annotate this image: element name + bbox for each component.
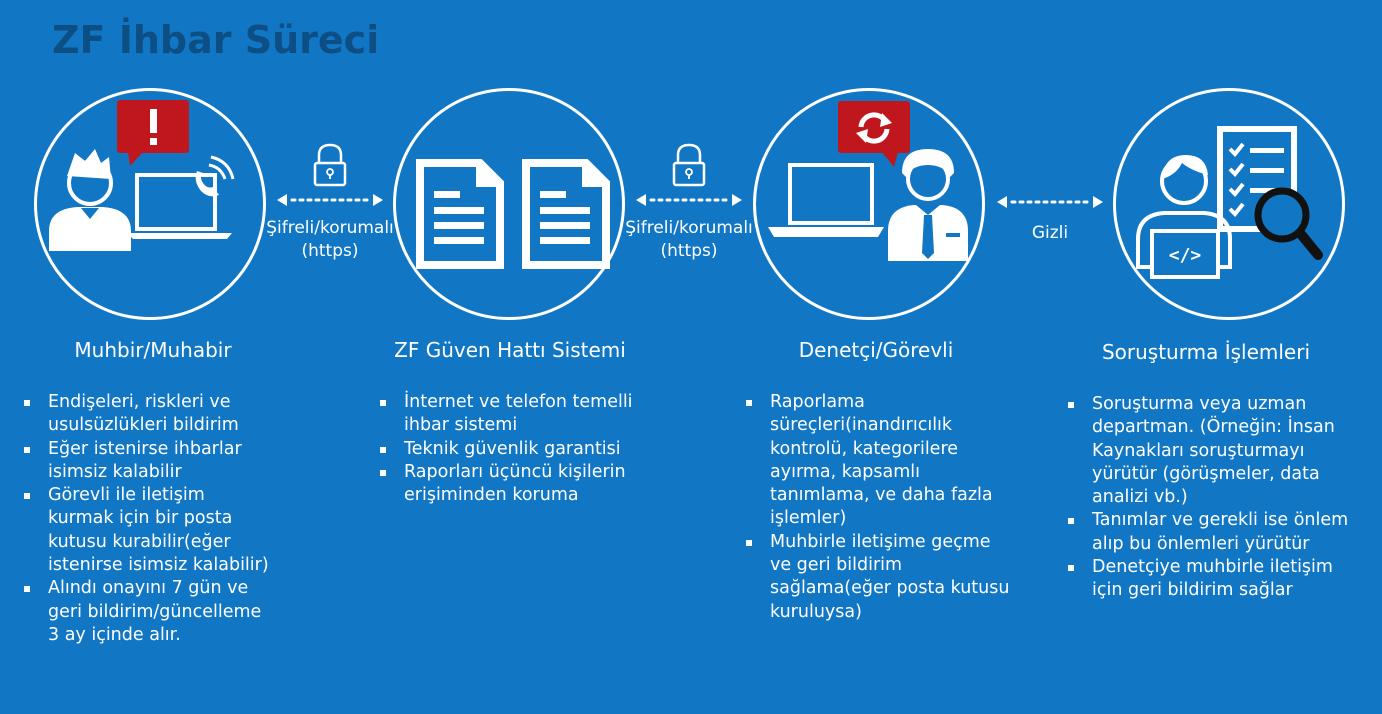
- list-item: Alındı onayını 7 gün ve geri bildirim/güncelleme 3 ay içinde alır.: [23, 577, 273, 647]
- list-item: Muhbirle iletişime geçme ve geri bildirim sağlama(eğer posta kutusu kuruluysa): [745, 531, 1015, 624]
- whistleblower-icon: [37, 91, 269, 323]
- stage-title-whistleblower: Muhbir/Muhabir: [74, 338, 232, 362]
- investigation-icon: [1116, 91, 1348, 323]
- list-item: Eğer istenirse ihbarlar isimsiz kalabilir: [23, 438, 273, 485]
- list-item: Raporlama süreçleri(inandırıcılık kontrolü, kategorilere ayırma, kapsamlı tanımlama, ve daha fazla işlemler): [745, 391, 1015, 531]
- connector-label: Şifreli/korumalı: [625, 218, 753, 238]
- lock-icon: [624, 143, 754, 211]
- connector-label-protocol: (https): [660, 241, 718, 261]
- bullets-whistleblower: [23, 391, 273, 647]
- auditor-icon: [756, 91, 988, 323]
- bullets-investigation: [1067, 393, 1352, 603]
- whistleblower-circle: [34, 88, 266, 320]
- stage-title-auditor: Denetçi/Görevli: [798, 338, 954, 362]
- list-item: Endişeleri, riskleri ve usulsüzlükleri bildirim: [23, 391, 273, 438]
- list-item: İnternet ve telefon temelli ihbar sistemi: [379, 391, 644, 438]
- list-item: Tanımlar ve gerekli ise önlem alıp bu önlemleri yürütür: [1067, 509, 1352, 556]
- connector-2: [624, 143, 754, 263]
- list-item: Teknik güvenlik garantisi: [379, 438, 644, 461]
- connector-1: [265, 143, 395, 263]
- list-item: Görevli ile iletişim kurmak için bir posta kutusu kurabilir(eğer istenirse isimsiz kalabilir): [23, 484, 273, 577]
- double-arrow-icon: [985, 190, 1115, 214]
- connector-label-protocol: (https): [301, 241, 359, 261]
- connector-label: Şifreli/korumalı: [266, 218, 394, 238]
- page-title: ZF İhbar Süreci: [52, 18, 380, 62]
- list-item: Denetçiye muhbirle iletişim için geri bildirim sağlar: [1067, 556, 1352, 603]
- list-item: Raporları üçüncü kişilerin erişiminden koruma: [379, 461, 644, 508]
- bullets-system: [379, 391, 644, 507]
- connector-label: Gizli: [1031, 223, 1069, 243]
- lock-icon: [265, 143, 395, 211]
- stage-title-investigation: Soruşturma İşlemleri: [1101, 340, 1311, 364]
- svg-text:</>: </>: [1168, 245, 1202, 266]
- investigation-circle: [1113, 88, 1345, 320]
- stage-title-system: ZF Güven Hattı Sistemi: [394, 338, 626, 362]
- connector-3: [985, 190, 1115, 245]
- auditor-circle: [753, 88, 985, 320]
- documents-icon: [396, 91, 628, 323]
- bullets-auditor: [745, 391, 1015, 624]
- list-item: Soruşturma veya uzman departman. (Örneğin: İnsan Kaynakları soruşturmayı yürütür (görüşmeler, data analizi vb.): [1067, 393, 1352, 509]
- system-circle: [393, 88, 625, 320]
